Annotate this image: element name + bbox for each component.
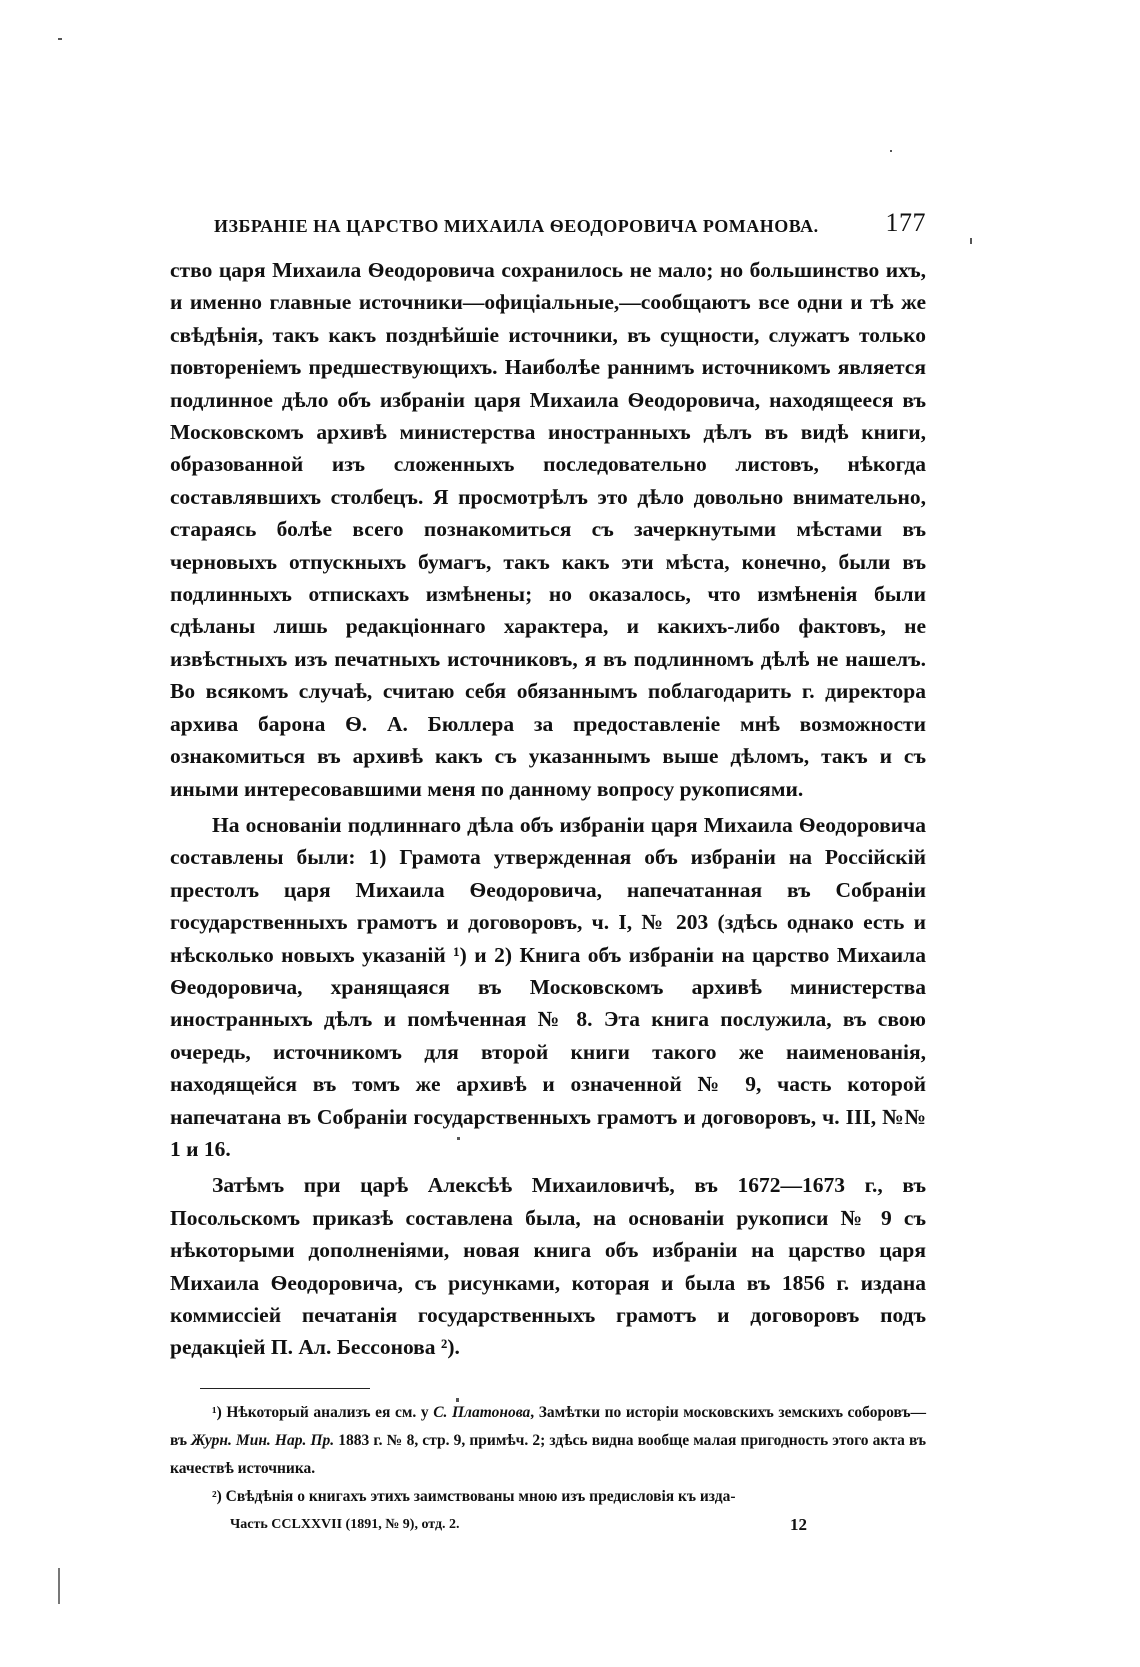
footnote-1-lead: ¹) Нѣкоторый анализъ ея см. у — [212, 1403, 434, 1421]
scan-speck — [890, 150, 892, 152]
paragraph-1: ство царя Михаила Ѳеодоровича сохранилось не мало; но большинство ихъ, и именно главные источники—офиціальные,—сообщаютъ все одни и тѣ же свѣдѣнія, такъ какъ позднѣйшіе источники, въ сущности, служатъ только повтореніемъ предшествующихъ. Наиболѣе раннимъ источникомъ является подлинное дѣло объ избраніи царя Михаила Ѳеодоровича, находящееся въ Московскомъ архивѣ министерства иностранныхъ дѣлъ въ видѣ книги, образованной изъ сложенныхъ последовательно листовъ, нѣкогда составлявшихъ столбецъ. Я просмотрѣлъ это дѣло довольно внимательно, стараясь болѣе всего познакомиться съ зачеркнутыми мѣстами въ черновыхъ отпускныхъ бумагъ, такъ какъ эти мѣста, конечно, были въ подлинныхъ отпискахъ измѣнены; но оказалось, что измѣненія были сдѣланы лишь редакціоннаго характера, и какихъ-либо фактовъ, не извѣстныхъ изъ печатныхъ источниковъ, я въ подлинномъ дѣлѣ не нашелъ. Во всякомъ случаѣ, считаю себя обязаннымъ поблагодарить г. директора архива барона Ѳ. А. Бюллера за предоставленіе мнѣ возможности ознакомиться въ архивѣ какъ съ указаннымъ выше дѣломъ, такъ и съ иными интересовавшими меня по данному вопросу рукописями. — [170, 258, 926, 801]
footnote-2: ²) Свѣдѣнія о книгахъ этихъ заимствованы мною изъ предисловія къ изда- — [212, 1487, 736, 1505]
scan-speck — [456, 1398, 459, 1402]
scan-speck — [457, 1137, 460, 1140]
running-head — [170, 200, 926, 240]
scan-speck — [58, 38, 62, 40]
body-text — [170, 254, 926, 1364]
running-title: ИЗБРАНІЕ НА ЦАРСТВО МИХАИЛА ѲЕОДОРОВИЧА РОМАНОВА. — [214, 216, 819, 236]
scan-speck — [970, 238, 972, 244]
volume-signature: Часть CCLXXVII (1891, № 9), отд. 2. — [230, 1516, 460, 1532]
scan-speck — [58, 1568, 60, 1604]
book-page — [170, 200, 926, 1541]
paragraph-3: Затѣмъ при царѣ Алексѣѣ Михаиловичѣ, въ 1672—1673 г., въ Посольскомъ приказѣ составлена была, на основаніи рукописи № 9 съ нѣкоторыми дополненіями, новая книга объ избраніи на царство царя Михаила Ѳеодоровича, съ рисунками, которая и была въ 1856 г. издана коммиссіей печатанія государственныхъ грамотъ и договоровъ подъ редакціей П. Ал. Бессонова ²). — [170, 1173, 926, 1360]
page-number: 177 — [885, 208, 926, 237]
footnote-1-author: С. Платонова — [433, 1403, 531, 1421]
paragraph-2: На основаніи подлиннаго дѣла объ избраніи царя Михаила Ѳеодоровича составлены были: 1) Грамота утвержденная объ избраніи на Россійскій престолъ царя Михаила Ѳеодоровича, напечатанная въ Собраніи государственныхъ грамотъ и договоровъ, ч. I, № 203 (здѣсь однако есть и нѣсколько новыхъ указаній ¹) и 2) Книга объ избраніи на царство Михаила Ѳеодоровича, хранящаяся въ Московскомъ архивѣ министерства иностранныхъ дѣлъ и помѣченная № 8. Эта книга послужила, въ свою очередь, источникомъ для второй книги такого же наименованія, находящейся въ томъ же архивѣ и означенной № 9, часть которой напечатана въ Собраніи государственныхъ грамотъ и договоровъ, ч. III, №№ 1 и 16. — [170, 812, 926, 1161]
footnote-1 — [170, 1399, 926, 1483]
footnote-1-tail: 1883 г. № 8, стр. 9, примѣч. 2; здѣсь видна вообще малая пригодность этого акта въ качествѣ источника. — [170, 1431, 927, 1477]
footnotes — [170, 1399, 926, 1511]
signature-line — [170, 1513, 926, 1541]
footnote-rule — [200, 1388, 370, 1389]
footnote-1-journal: Журн. Мин. Нар. Пр. — [191, 1431, 335, 1449]
sheet-number: 12 — [790, 1514, 807, 1534]
footnote-1-mid: , Замѣтки по исторіи московскихъ земскихъ соборовъ—въ — [170, 1403, 926, 1449]
